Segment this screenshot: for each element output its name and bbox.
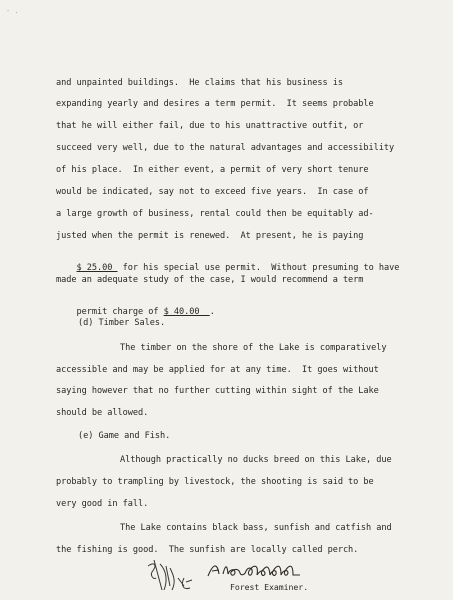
body-text: permit charge of — [76, 307, 164, 317]
body-line: and unpainted buildings. He claims that his business is — [56, 78, 343, 88]
body-line: The Lake contains black bass, sunfish and catfish and — [120, 523, 392, 533]
body-line: succeed very well, due to the natural advantages and accessibility — [56, 143, 395, 153]
body-line: the fishing is good. The sunfish are locally called perch. — [56, 545, 359, 555]
handwritten-initials — [140, 556, 200, 596]
recommended-fee-amount: $ 40.00 — [163, 307, 210, 317]
signer-title: Forest Examiner. — [230, 582, 309, 592]
body-line: accessible and may be applied for at any time. It goes without — [56, 365, 379, 375]
body-line: that he will either fail, due to his unattractive outfit, or — [56, 121, 364, 131]
body-text: . — [209, 307, 215, 317]
body-line: The timber on the shore of the Lake is comparatively — [120, 343, 387, 353]
body-line: made an adequate study of the case, I would recommend a term — [56, 275, 364, 285]
current-fee-amount: $ 25.00 — [76, 263, 118, 273]
body-line: would be indicated, say not to exceed five years. In case of — [56, 187, 369, 197]
body-line: Although practically no ducks breed on this Lake, due — [120, 455, 392, 465]
body-line: expanding yearly and desires a term permit. It seems probable — [56, 99, 374, 109]
body-line: probably to trampling by livestock, the shooting is said to be — [56, 477, 374, 487]
corner-marks: - . — [6, 7, 19, 15]
handwritten-signature — [205, 560, 315, 580]
body-line: very good in fall. — [56, 499, 149, 509]
body-line: a large growth of business, rental could then be equitably ad- — [56, 209, 374, 219]
body-text: for his special use permit. Without presuming to have — [117, 263, 400, 273]
body-line: of his place. In either event, a permit of very short tenure — [56, 165, 369, 175]
body-line: saying however that no further cutting within sight of the Lake — [56, 386, 379, 396]
body-line: justed when the permit is renewed. At present, he is paying — [56, 231, 364, 241]
section-heading-timber-sales: (d) Timber Sales. — [78, 318, 166, 328]
body-line: should be allowed. — [56, 408, 149, 418]
section-heading-game-and-fish: (e) Game and Fish. — [78, 431, 171, 441]
